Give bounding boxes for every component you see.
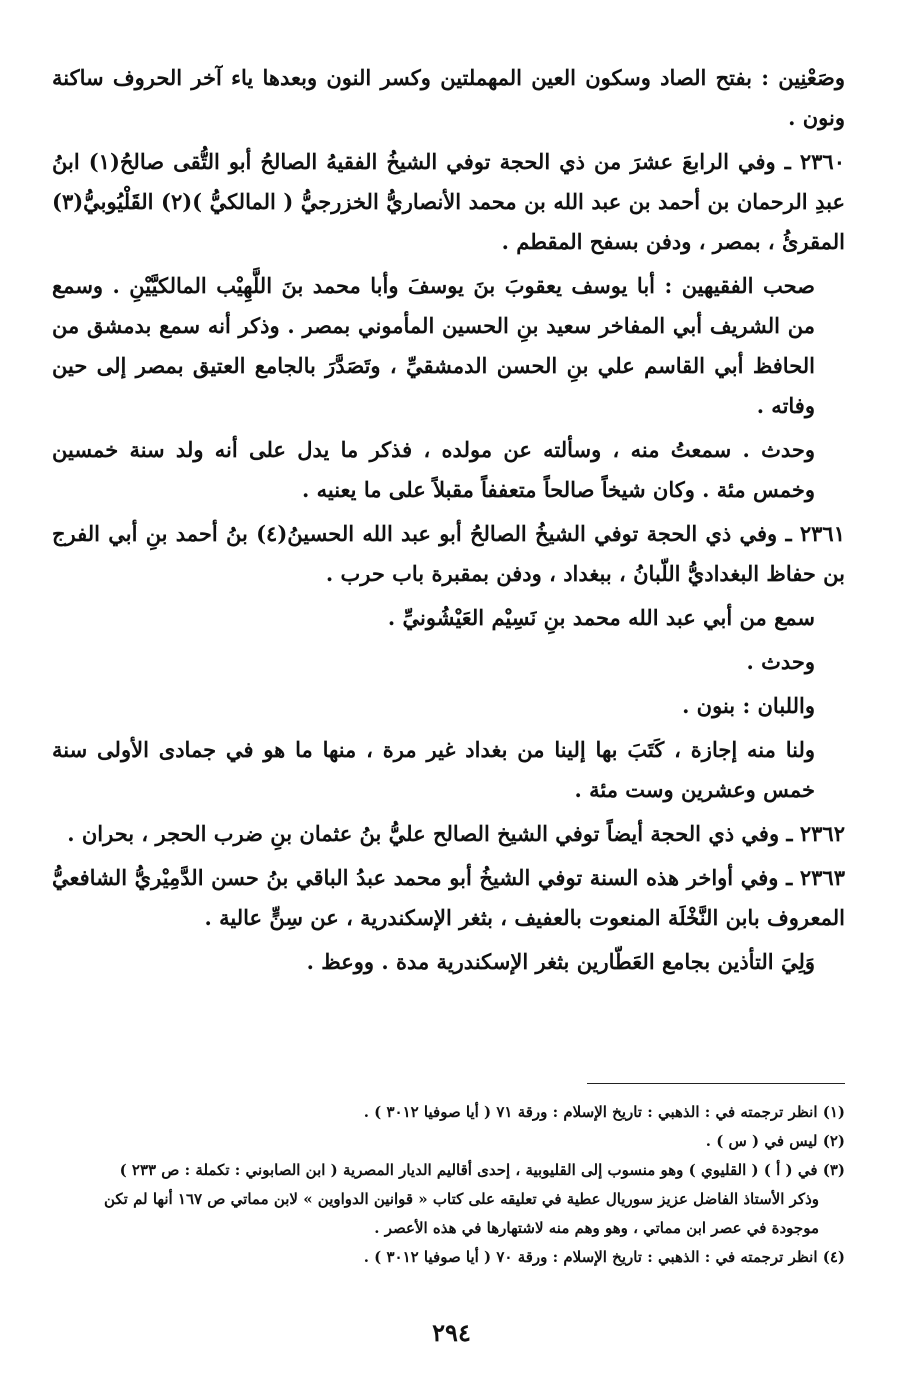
footnote-3-continuation: وذكر الأستاذ الفاضل عزيز سوريال عطية في تعليقه على كتاب « قوانين الدواوين » لابن مماتي ص ١٦٧ أنها لم تكن موجودة في عصر ابن مماتي ، وهو وهم منه لاشتهارها في هذه الأعصر .: [103, 1190, 819, 1237]
body-paragraph: سمع من أبي عبد الله محمد بنِ نَسِيْم العَيْشُونيِّ .: [387, 605, 815, 630]
entry-2363: ٢٣٦٣ ـ وفي أواخر هذه السنة توفي الشيخُ أبو محمد عبدُ الباقي بنُ حسن الدَّمِيْريُّ الشافعيُّ المعروف بابن النَّخْلَة المنعوت بالعفيف ، بثغر الإسكندرية ، عن سِنٍّ عالية .: [52, 865, 845, 930]
footnote-4: (٤) انظر ترجمته في : الذهبي : تاريخ الإسلام : ورقة ٧٠ ( أيا صوفيا ٣٠١٢ ) .: [363, 1248, 845, 1266]
body-paragraph: ولنا منه إجازة ، كَتَبَ بها إلينا من بغداد غير مرة ، منها ما هو في جمادى الأولى سنة خمس وعشرين وست مئة .: [52, 737, 815, 802]
footnote-2: (٢) ليس في ( س ) .: [705, 1132, 845, 1150]
entry-2362: ٢٣٦٢ ـ وفي ذي الحجة أيضاً توفي الشيخ الصالح عليُّ بنُ عثمان بنِ ضرب الحجر ، بحران .: [67, 821, 845, 846]
body-paragraph: وصَعْنِين : بفتح الصاد وسكون العين المهملتين وكسر النون وبعدها ياء آخر الحروف ساكنة ونون .: [52, 65, 845, 130]
body-paragraph: صحب الفقيهين : أبا يوسف يعقوبَ بنَ يوسفَ وأبا محمد بنَ اللَّهِيْب المالكيَّيْنِ . وسمع من الشريف أبي المفاخر سعيد بنِ الحسين المأموني بمصر . وذكر أنه سمع بدمشق من الحافظ أبي القاسم علي بنِ الحسن الدمشقيِّ ، وتَصَدَّرَ بالجامع العتيق بمصر إلى حين وفاته .: [52, 273, 815, 418]
body-paragraph: وَلِيَ التأذين بجامع العَطّارين بثغر الإسكندرية مدة . ووعظ .: [306, 949, 815, 974]
body-paragraph: وحدث .: [746, 649, 815, 674]
entry-2360: ٢٣٦٠ ـ وفي الرابعَ عشرَ من ذي الحجة توفي الشيخُ الفقيهُ الصالحُ أبو التُّقى صالحُ(١) ابنُ عبدِ الرحمان بن أحمد بن عبد الله بن محمد الأنصاريُّ الخزرجيُّ ( المالكيُّ )(٢) القَلْيُوبيُّ(٣) المقرئُ ، بمصر ، ودفن بسفح المقطم .: [52, 149, 845, 254]
footnote-3: (٣) في ( أ ) ( القليوي ) وهو منسوب إلى القليوبية ، إحدى أقاليم الديار المصرية ( ابن الصابوني : تكملة : ص ٢٣٣ ): [119, 1161, 845, 1179]
page-number: ٢٩٤: [432, 1318, 471, 1347]
footnote-separator: [587, 1083, 845, 1084]
footnote-1: (١) انظر ترجمته في : الذهبي : تاريخ الإسلام : ورقة ٧١ ( أيا صوفيا ٣٠١٢ ) .: [363, 1103, 845, 1121]
entry-2361: ٢٣٦١ ـ وفي ذي الحجة توفي الشيخُ الصالحُ أبو عبد الله الحسينُ(٤) بنُ أحمد بنِ أبي الفرج بن حفاظ البغداديُّ اللّبانُ ، ببغداد ، ودفن بمقبرة باب حرب .: [52, 521, 845, 586]
body-paragraph: واللبان : بنون .: [682, 693, 815, 718]
body-paragraph: وحدث . سمعتُ منه ، وسألته عن مولده ، فذكر ما يدل على أنه ولد سنة خمسين وخمس مئة . وكان شيخاً صالحاً متعففاً مقبلاً على ما يعنيه .: [52, 437, 815, 502]
footnotes: [52, 1098, 845, 1272]
